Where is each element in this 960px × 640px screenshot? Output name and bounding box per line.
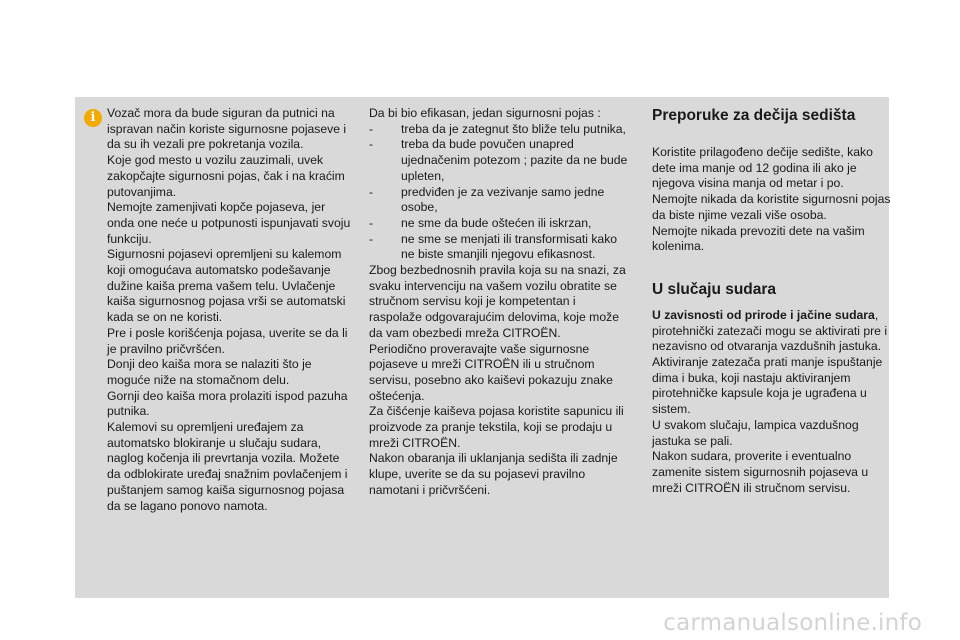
paragraph: Za čišćenje kaiševa pojasa koristite sapunicu ili proizvode za pranje tekstila, koji se prodaju u mreži CITROËN. [369,404,624,450]
paragraph: Nemojte zamenjivati kopče pojaseva, jer onda one neće u potpunosti ispunjavati svoju funkciju. [107,200,351,246]
paragraph: Zbog bezbednosnih pravila koja su na snazi, za svaku intervenciju na vašem vozilu obratite se stručnom servisu koji je kompetentan i raspolaže odgovarajućim delovima, koje može da vam obezbedi mreža CITROËN. [369,263,626,340]
list-item-text: predviđen je za vezivanje samo jedne osobe, [401,184,605,215]
paragraph: Vozač mora da bude siguran da putnici na ispravan način koriste sigurnosne pojaseve i da su ih vezali pre pokretanja vozila. [107,106,347,152]
list-item-text: ne sme se menjati ili transformisati kako ne biste smanjili njegovu efikasnost. [401,231,618,262]
paragraph: Kalemovi su opremljeni uređajem za automatsko blokiranje u slučaju sudara, naglog kočenja ili prevrtanja vozila. Možete da odblokirate uređaj snažnim povlačenjem i puštanjem samog kaiša sigurnosnog pojasa da se lagano ponovo namota. [107,420,348,513]
list-item [369,185,631,216]
column-belt-efficiency [369,106,631,499]
list-item [369,137,631,184]
paragraph: Nakon obaranja ili uklanjanja sedišta ili zadnje klupe, uverite se da su pojasevi pravilno namotani i pričvršćeni. [369,451,618,497]
list-item-text: treba da je zategnut što bliže telu putnika, [401,121,626,136]
paragraph [652,308,898,418]
paragraph: Pre i posle korišćenja pojasa, uverite se da li je pravilno pričvršćen. [107,325,348,356]
list-item-text: treba da bude povučen unapred ujednačenim potezom ; pazite da ne bude upleten, [401,137,628,183]
paragraph: Gornji deo kaiša mora prolaziti ispod pazuha putnika. [107,388,348,419]
intro-text: Da bi bio efikasan, jedan sigurnosni pojas : [369,106,601,120]
paragraph: Koristite prilagođeno dečije sedište, kako dete ima manje od 12 godina ili ako je njegova visina manja od metar i po. [652,145,873,191]
column-child-seats-and-crash [652,106,898,496]
dash-bullet: - [369,184,374,199]
paragraph: U svakom slučaju, lampica vazdušnog jastuka se pali. [652,417,859,448]
bold-lead-text: U zavisnosti od prirode i jačine sudara [652,307,875,322]
section-heading-crash: U slučaju sudara [652,280,777,298]
paragraph: Koje god mesto u vozilu zauzimali, uvek zakopčajte sigurnosni pojas, čak i na kraćim putovanjima. [107,153,345,199]
column-driver-responsibility [107,106,355,514]
section-heading-child-seats: Preporuke za dečija sedišta [652,107,856,124]
paragraph-rest: , pirotehnički zatezači mogu se aktivirati pre i nezavisno od otvaranja vazdušnih jastuka. Aktiviranje zatezača prati manje ispuštanje dima i buka, koji nastaju aktiviranjem pirotehničke kapsule koja je ugrađena u sistem. [652,307,888,417]
dash-bullet: - [369,121,374,136]
list-item [369,232,631,263]
paragraph: Periodično proveravajte vaše sigurnosne pojaseve u mreži CITROËN ili u stručnom servisu, posebno ako kaiševi pokazuju znake oštećenja. [369,341,613,403]
paragraph: Sigurnosni pojasevi opremljeni su kalemom koji omogućava automatsko podešavanje dužine kaiša prema vašem telu. Uvlačenje kaiša sigurnosnog pojasa vrši se automatski kada se on ne koristi. [107,247,346,325]
list-item [369,216,631,232]
info-icon: i [84,109,102,127]
list-item-text: ne sme da bude oštećen ili iskrzan, [401,215,592,230]
list-item [369,122,631,138]
watermark: carmanualsonline.info [663,610,922,636]
paragraph: Nemojte nikada da koristite sigurnosni pojas da biste njime vezali više osoba. [652,192,891,222]
paragraph: Donji deo kaiša mora se nalaziti što je moguće niže na stomačnom delu. [107,357,312,387]
dash-bullet: - [369,137,374,152]
paragraph: Nakon sudara, proverite i eventualno zamenite sistem sigurnosnih pojaseva u mreži CITROËN ili stručnom servisu. [652,449,869,495]
dash-bullet: - [369,215,374,230]
dash-bullet: - [369,231,374,246]
paragraph: Nemojte nikada prevoziti dete na vašim kolenima. [652,223,865,254]
